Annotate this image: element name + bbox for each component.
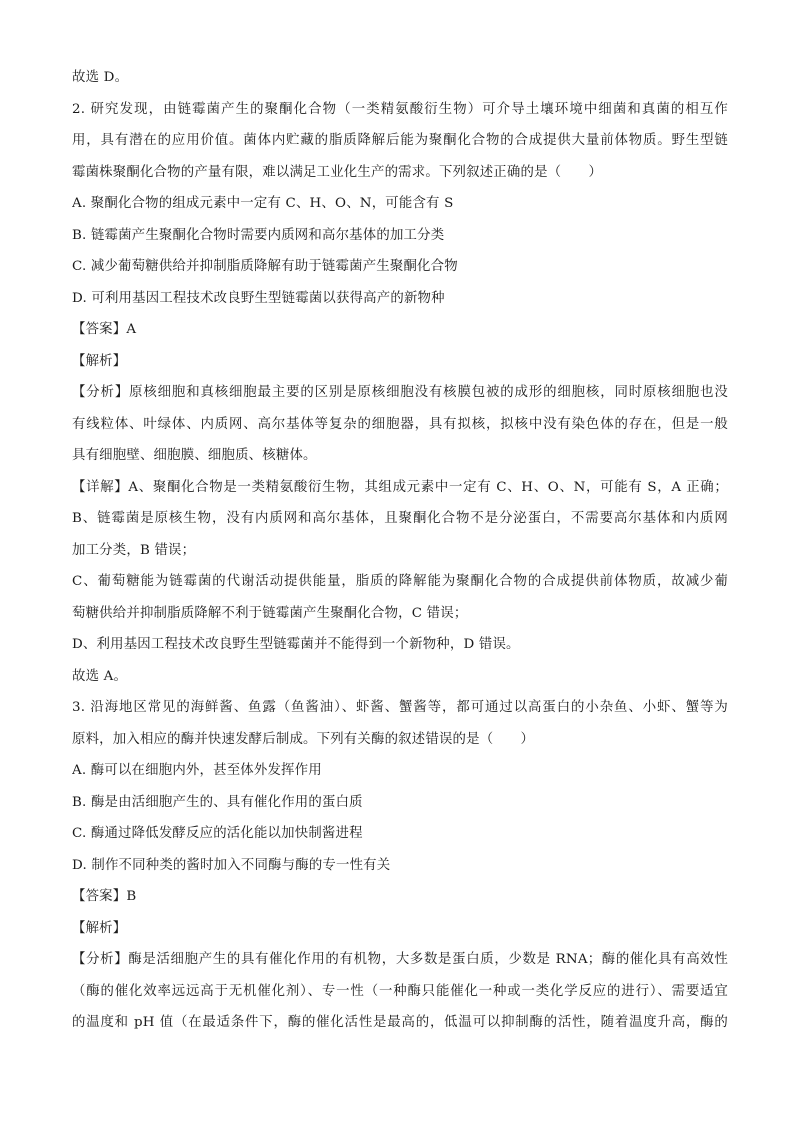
question-2-detail-line-5: 萄糖供给并抑制脂质降解不利于链霉菌产生聚酮化合物，C 错误； xyxy=(72,605,468,621)
question-2-answer: 【答案】A xyxy=(72,322,137,337)
question-3-analysis-heading: 【解析】 xyxy=(72,920,127,936)
answer-conclusion-1: 故选 D。 xyxy=(72,70,129,85)
question-3-option-c: C. 酶通过降低发酵反应的活化能以加快制酱进程 xyxy=(72,826,363,841)
question-2-analysis-line-2: 有线粒体、叶绿体、内质网、高尔基体等复杂的细胞器，具有拟核，拟核中没有染色体的存在，但是一般 xyxy=(72,416,728,432)
question-3-stem-line-2: 原料，加入相应的酶并快速发酵后制成。下列有关酶的叙述错误的是（ ） xyxy=(72,731,535,747)
question-2-stem-line-1: 2. 研究发现，由链霉菌产生的聚酮化合物（一类精氨酸衍生物）可介导土壤环境中细菌和真菌的相互作 xyxy=(72,101,728,117)
question-2-detail-line-1: 【详解】A、聚酮化合物是一类精氨酸衍生物，其组成元素中一定有 C、H、O、N，可能有 S，A 正确； xyxy=(72,479,728,495)
question-2-stem-line-3: 霉菌株聚酮化合物的产量有限，难以满足工业化生产的需求。下列叙述正确的是（ ） xyxy=(72,164,603,180)
question-2-option-b: B. 链霉菌产生聚酮化合物时需要内质网和高尔基体的加工分类 xyxy=(72,227,445,243)
question-2-detail-line-6: D、利用基因工程技术改良野生型链霉菌并不能得到一个新物种，D 错误。 xyxy=(72,637,520,652)
question-2-detail-line-3: 加工分类，B 错误； xyxy=(72,542,196,558)
question-3-answer: 【答案】B xyxy=(72,889,137,904)
question-3-option-a: A. 酶可以在细胞内外，甚至体外发挥作用 xyxy=(72,763,322,778)
question-2-detail-line-4: C、葡萄糖能为链霉菌的代谢活动提供能量，脂质的降解能为聚酮化合物的合成提供前体物质，故减少葡 xyxy=(72,574,728,589)
question-3-analysis-line-2: （酶的催化效率远远高于无机催化剂）、专一性（一种酶只能催化一种或一类化学反应的进行）、需要适宜 xyxy=(72,983,728,999)
question-3-option-b: B. 酶是由活细胞产生的、具有催化作用的蛋白质 xyxy=(72,794,363,810)
question-2-stem-line-2: 用，具有潜在的应用价值。菌体内贮藏的脂质降解后能为聚酮化合物的合成提供大量前体物质。野生型链 xyxy=(72,133,728,148)
question-2-option-c: C. 减少葡萄糖供给并抑制脂质降解有助于链霉菌产生聚酮化合物 xyxy=(72,259,458,274)
question-2-option-a: A. 聚酮化合物的组成元素中一定有 C、H、O、N，可能含有 S xyxy=(72,196,454,211)
question-2-analysis-line-1: 【分析】原核细胞和真核细胞最主要的区别是原核细胞没有核膜包被的成形的细胞核，同时原核细胞也没 xyxy=(72,385,728,400)
question-2-option-d: D. 可利用基因工程技术改良野生型链霉菌以获得高产的新物种 xyxy=(72,290,445,306)
question-3-stem-line-1: 3. 沿海地区常见的海鲜酱、鱼露（鱼酱油）、虾酱、蟹酱等，都可通过以高蛋白的小杂鱼、小虾、蟹等为 xyxy=(72,700,728,715)
question-3-analysis-line-1: 【分析】酶是活细胞产生的具有催化作用的有机物，大多数是蛋白质，少数是 RNA；酶的催化具有高效性 xyxy=(72,952,728,967)
question-2-analysis-line-3: 具有细胞壁、细胞膜、细胞质、核糖体。 xyxy=(72,448,317,463)
question-3-option-d: D. 制作不同种类的酱时加入不同酶与酶的专一性有关 xyxy=(72,857,391,873)
question-2-conclusion: 故选 A。 xyxy=(72,668,128,684)
question-2-analysis-heading: 【解析】 xyxy=(72,353,127,369)
document-body xyxy=(72,62,728,1039)
question-2-detail-line-2: B、链霉菌是原核生物，没有内质网和高尔基体，且聚酮化合物不是分泌蛋白，不需要高尔基体和内质网 xyxy=(72,511,728,526)
question-3-analysis-line-3: 的温度和 pH 值（在最适条件下，酶的催化活性是最高的，低温可以抑制酶的活性，随着温度升高，酶的 xyxy=(72,1015,728,1030)
